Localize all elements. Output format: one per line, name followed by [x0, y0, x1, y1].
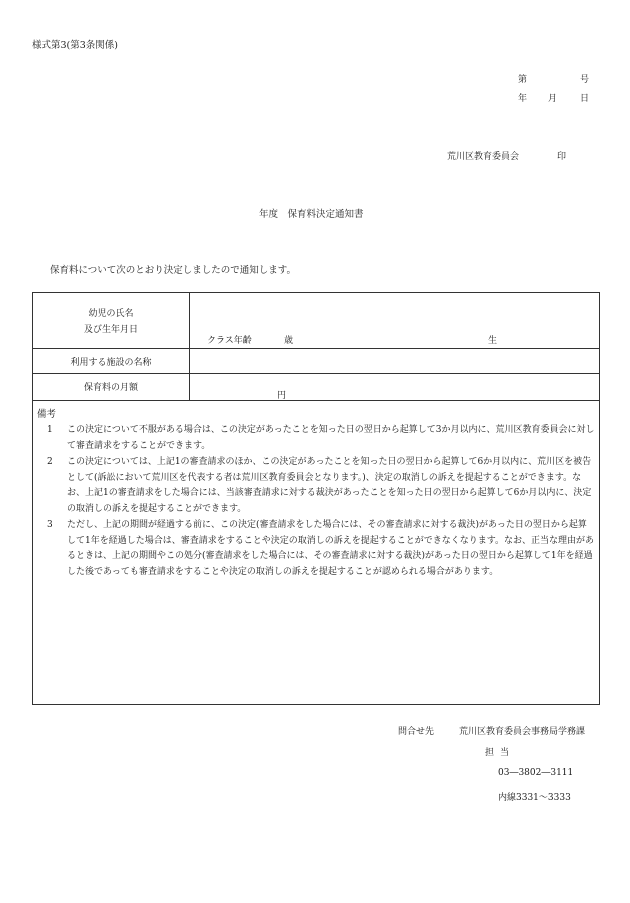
class-age-label: クラス年齢 [207, 336, 252, 346]
note-item [39, 423, 595, 454]
date-day-label: 日 [580, 94, 590, 104]
age-unit: 歳 [284, 336, 294, 346]
monthly-fee-label: 保育料の月額 [83, 383, 138, 393]
form-number-label: 様式第3(第3条関係) [32, 40, 119, 51]
note-number: 1 [47, 425, 53, 435]
note-text: この決定について不服がある場合は、この決定があったことを知った日の翌日から起算して3か月以内に、荒川区教育委員会に対して審査請求をすることができます。 [67, 425, 595, 451]
table-row-divider [33, 400, 599, 401]
note-number: 3 [47, 520, 53, 530]
table-row-divider [33, 373, 599, 374]
note-text: ただし、上記の期間が経過する前に、この決定(審査請求をした場合には、その審査請求に対する裁決)があった日の翌日から起算して1年を経過した場合は、審査請求をすることや決定の取消しの訴えを提起することができなくなります。なお、正当な理由があるときは、上記の期間やこの処分(審査請求をした場合には、その審査請求に対する裁決)があった日の翌日から起算して1年を経過した後であっても審査請求をすることや決定の取消しの訴えを提起することが認められる場合があります。 [67, 520, 595, 577]
note-number: 2 [47, 457, 53, 467]
document-title: 年度 保育料決定通知書 [259, 209, 364, 220]
fee-unit: 円 [277, 391, 287, 401]
date-month-label: 月 [548, 94, 558, 104]
table-row-divider [33, 348, 599, 349]
birth-date-suffix: 生 [488, 336, 498, 346]
contact-person-label: 担当 [485, 748, 516, 758]
issuer-name: 荒川区教育委員会 [447, 152, 520, 162]
intro-text: 保育料について次のとおり決定しましたので通知します。 [50, 265, 297, 276]
contact-phone: 03―3802―3111 [498, 768, 574, 778]
document-number-suffix: 号 [580, 75, 590, 85]
child-name-label-line1: 幼児の氏名 [88, 309, 134, 319]
facility-name-label: 利用する施設の名称 [70, 358, 152, 368]
contact-extension: 内線3331～3333 [498, 793, 571, 803]
child-name-label-line2: 及び生年月日 [83, 325, 138, 335]
table-column-divider [189, 293, 190, 400]
notes-title: 備考 [37, 409, 57, 420]
document-number-prefix: 第 [518, 75, 528, 85]
note-item [39, 518, 595, 580]
date-year-label: 年 [518, 94, 528, 104]
seal-mark: 印 [557, 152, 567, 162]
fee-table [32, 292, 600, 705]
contact-label: 問合せ先 [398, 727, 435, 737]
note-text: この決定については、上記1の審査請求のほか、この決定があったことを知った日の翌日から起算して6か月以内に、荒川区を被告として(訴訟において荒川区を代表する者は荒川区教育委員会となります。)、決定の取消しの訴えを提起することができます。なお、上記1の審査請求をした場合には、当該審査請求に対する裁決があったことを知った日の翌日から起算して6か月以内に、決定の取消しの訴えを提起することができます。 [67, 457, 592, 514]
child-name-label [33, 306, 189, 335]
note-item [39, 455, 595, 517]
contact-department: 荒川区教育委員会事務局学務課 [459, 727, 586, 737]
